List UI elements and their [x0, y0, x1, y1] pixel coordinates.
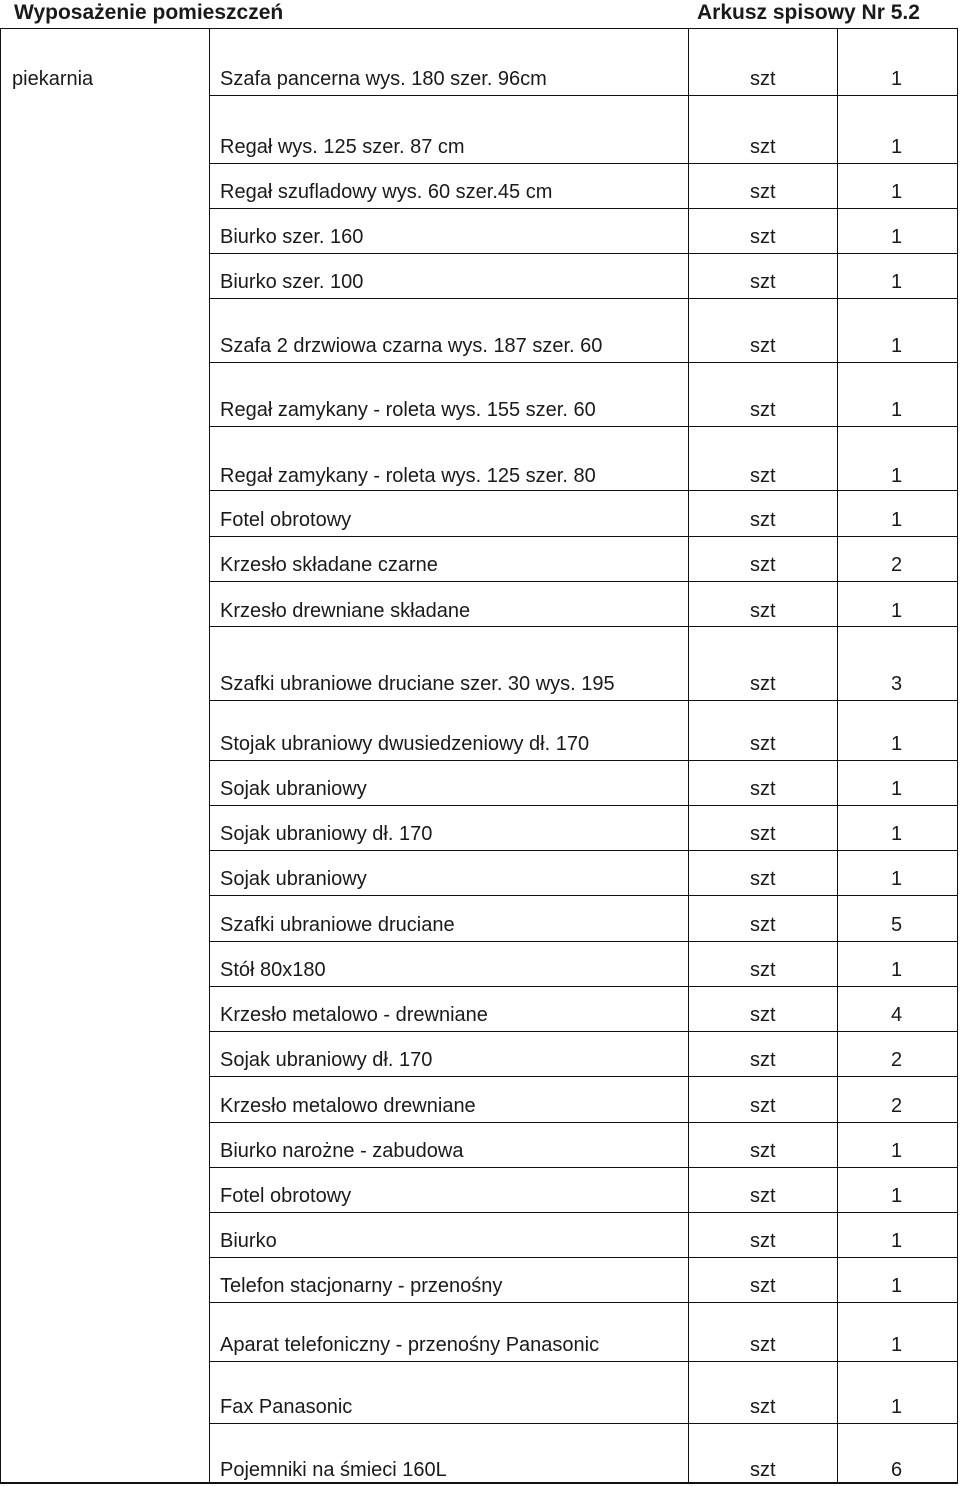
- sheet-header: [0, 0, 960, 28]
- unit-cell: szt: [750, 226, 776, 248]
- item-name: Regał zamykany - roleta wys. 155 szer. 60: [220, 399, 596, 421]
- quantity-cell: 6: [891, 1459, 903, 1481]
- quantity-cell: 1: [891, 1230, 903, 1252]
- unit-cell: szt: [750, 1049, 776, 1071]
- row-separator: [209, 536, 957, 537]
- unit-cell: szt: [750, 1230, 776, 1252]
- row-separator: [209, 700, 957, 701]
- item-name: Fotel obrotowy: [220, 509, 352, 531]
- column-divider: [837, 29, 838, 1482]
- item-name: Regał wys. 125 szer. 87 cm: [220, 136, 465, 158]
- unit-cell: szt: [750, 673, 776, 695]
- quantity-cell: 1: [891, 136, 903, 158]
- quantity-cell: 2: [891, 1049, 903, 1071]
- unit-cell: szt: [750, 465, 776, 487]
- quantity-cell: 1: [891, 399, 903, 421]
- item-name: Krzesło składane czarne: [220, 554, 438, 576]
- unit-cell: szt: [750, 1004, 776, 1026]
- unit-cell: szt: [750, 509, 776, 531]
- row-separator: [209, 850, 957, 851]
- quantity-cell: 1: [891, 271, 903, 293]
- quantity-cell: 5: [891, 914, 903, 936]
- unit-cell: szt: [750, 399, 776, 421]
- item-name: Fax Panasonic: [220, 1396, 353, 1418]
- quantity-cell: 1: [891, 959, 903, 981]
- unit-cell: szt: [750, 1396, 776, 1418]
- unit-cell: szt: [750, 959, 776, 981]
- row-separator: [209, 1212, 957, 1213]
- unit-cell: szt: [750, 181, 776, 203]
- row-separator: [209, 1122, 957, 1123]
- row-separator: [209, 253, 957, 254]
- item-name: Sojak ubraniowy dł. 170: [220, 1049, 433, 1071]
- unit-cell: szt: [750, 554, 776, 576]
- quantity-cell: 1: [891, 778, 903, 800]
- item-name: Szafa 2 drzwiowa czarna wys. 187 szer. 60: [220, 335, 603, 357]
- item-name: Sojak ubraniowy: [220, 778, 367, 800]
- quantity-cell: 1: [891, 868, 903, 890]
- item-name: Krzesło metalowo drewniane: [220, 1095, 476, 1117]
- item-name: Szafki ubraniowe druciane: [220, 914, 455, 936]
- quantity-cell: 1: [891, 68, 903, 90]
- item-name: Krzesło metalowo - drewniane: [220, 1004, 488, 1026]
- quantity-cell: 1: [891, 509, 903, 531]
- row-separator: [209, 490, 957, 491]
- item-name: Aparat telefoniczny - przenośny Panasonic: [220, 1334, 600, 1356]
- row-separator: [209, 163, 957, 164]
- row-separator: [209, 805, 957, 806]
- unit-cell: szt: [750, 1095, 776, 1117]
- item-name: Pojemniki na śmieci 160L: [220, 1459, 447, 1481]
- item-name: Krzesło drewniane składane: [220, 600, 471, 622]
- row-separator: [209, 1423, 957, 1424]
- quantity-cell: 1: [891, 465, 903, 487]
- quantity-cell: 1: [891, 226, 903, 248]
- item-name: Biurko narożne - zabudowa: [220, 1140, 464, 1162]
- item-name: Telefon stacjonarny - przenośny: [220, 1275, 503, 1297]
- row-separator: [209, 760, 957, 761]
- page-title: Wyposażenie pomieszczeń: [14, 1, 284, 24]
- row-separator: [209, 1361, 957, 1362]
- row-separator: [209, 298, 957, 299]
- unit-cell: szt: [750, 914, 776, 936]
- item-name: Regał zamykany - roleta wys. 125 szer. 80: [220, 465, 596, 487]
- quantity-cell: 2: [891, 554, 903, 576]
- row-separator: [209, 1302, 957, 1303]
- quantity-cell: 1: [891, 1334, 903, 1356]
- row-separator: [209, 986, 957, 987]
- row-separator: [209, 941, 957, 942]
- item-name: Biurko szer. 100: [220, 271, 364, 293]
- item-name: Regał szufladowy wys. 60 szer.45 cm: [220, 181, 553, 203]
- row-separator: [209, 426, 957, 427]
- quantity-cell: 1: [891, 1275, 903, 1297]
- quantity-cell: 1: [891, 1185, 903, 1207]
- item-name: Szafki ubraniowe druciane szer. 30 wys. 195: [220, 673, 615, 695]
- row-separator: [209, 362, 957, 363]
- unit-cell: szt: [750, 1459, 776, 1481]
- unit-cell: szt: [750, 823, 776, 845]
- item-name: Sojak ubraniowy dł. 170: [220, 823, 433, 845]
- row-separator: [209, 1167, 957, 1168]
- unit-cell: szt: [750, 136, 776, 158]
- item-name: Biurko szer. 160: [220, 226, 364, 248]
- row-separator: [209, 1031, 957, 1032]
- row-separator: [209, 1257, 957, 1258]
- quantity-cell: 1: [891, 1140, 903, 1162]
- item-name: Stół 80x180: [220, 959, 326, 981]
- unit-cell: szt: [750, 868, 776, 890]
- sheet-number: Arkusz spisowy Nr 5.2: [697, 1, 920, 24]
- quantity-cell: 1: [891, 823, 903, 845]
- inventory-table: [0, 28, 958, 1484]
- unit-cell: szt: [750, 733, 776, 755]
- unit-cell: szt: [750, 1185, 776, 1207]
- row-separator: [209, 1076, 957, 1077]
- unit-cell: szt: [750, 1140, 776, 1162]
- item-name: Stojak ubraniowy dwusiedzeniowy dł. 170: [220, 733, 590, 755]
- row-separator: [209, 626, 957, 627]
- row-separator: [209, 895, 957, 896]
- quantity-cell: 2: [891, 1095, 903, 1117]
- row-separator: [209, 581, 957, 582]
- unit-cell: szt: [750, 778, 776, 800]
- location-cell: piekarnia: [12, 68, 94, 90]
- item-name: Fotel obrotowy: [220, 1185, 352, 1207]
- quantity-cell: 1: [891, 600, 903, 622]
- quantity-cell: 3: [891, 673, 903, 695]
- unit-cell: szt: [750, 600, 776, 622]
- unit-cell: szt: [750, 1334, 776, 1356]
- unit-cell: szt: [750, 335, 776, 357]
- quantity-cell: 1: [891, 335, 903, 357]
- item-name: Sojak ubraniowy: [220, 868, 367, 890]
- quantity-cell: 1: [891, 181, 903, 203]
- quantity-cell: 1: [891, 1396, 903, 1418]
- column-divider: [688, 29, 689, 1482]
- row-separator: [209, 208, 957, 209]
- unit-cell: szt: [750, 271, 776, 293]
- quantity-cell: 1: [891, 733, 903, 755]
- quantity-cell: 4: [891, 1004, 903, 1026]
- unit-cell: szt: [750, 68, 776, 90]
- item-name: Biurko: [220, 1230, 277, 1252]
- unit-cell: szt: [750, 1275, 776, 1297]
- row-separator: [209, 95, 957, 96]
- item-name: Szafa pancerna wys. 180 szer. 96cm: [220, 68, 547, 90]
- column-divider: [209, 29, 210, 1482]
